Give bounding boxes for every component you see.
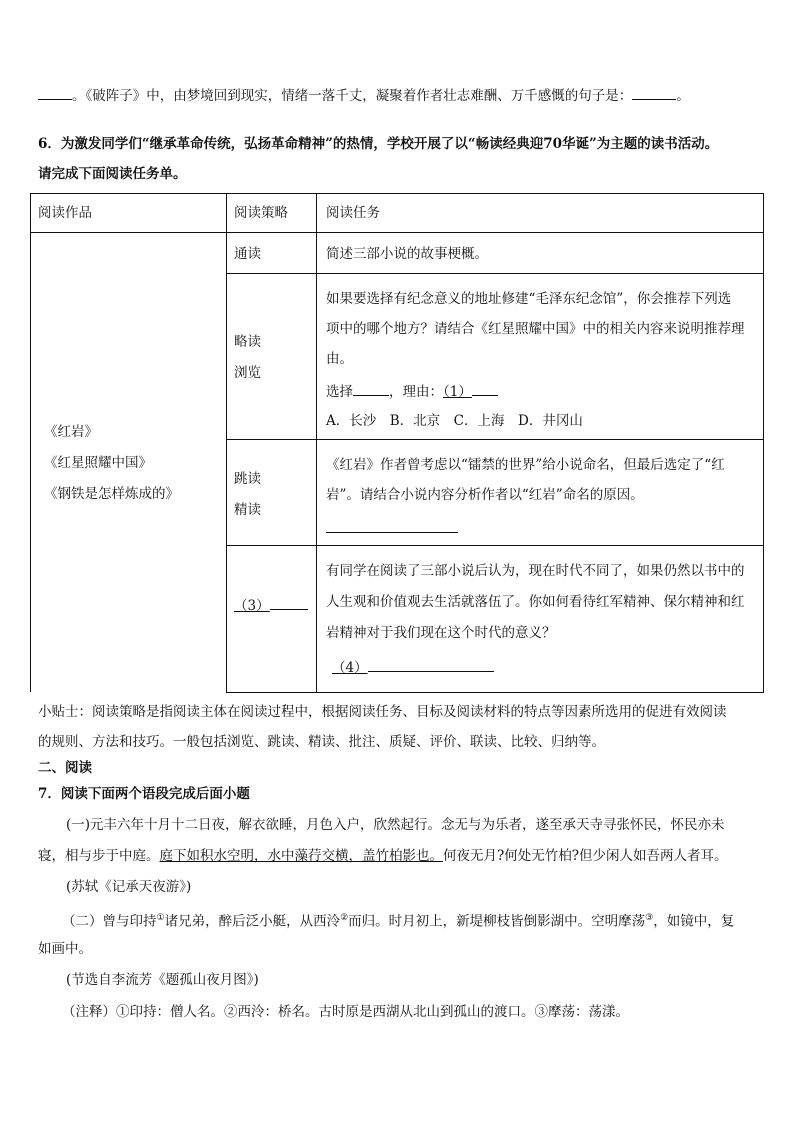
task-text: 简述三部小说的故事梗概。 xyxy=(326,246,488,262)
strategy-blank xyxy=(270,594,308,610)
task-text: 《红岩》作者曾考虑以“镭禁的世界”给小说命名，但最后选定了“红 xyxy=(326,457,725,473)
choice-label: 选择 xyxy=(326,384,353,400)
answer-marker: （4） xyxy=(332,660,368,676)
passage2-line1 xyxy=(62,908,764,932)
passage2-source: (节选自李流芳《题孤山夜月图》) xyxy=(66,972,259,988)
strategy-marker: （3） xyxy=(234,598,270,614)
header-works: 阅读作品 xyxy=(38,205,92,221)
work-title: 《红星照耀中国》 xyxy=(44,455,152,471)
task-text: 有同学在阅读了三部小说后认为，现在时代不同了，如果仍然以书中的 xyxy=(326,563,745,579)
tip-line1: 小贴士：阅读策略是指阅读主体在阅读过程中，根据阅读任务、目标及阅读材料的特点等因素所选用的促进有效阅读 xyxy=(38,704,727,720)
passage-text: 何夜无月?何处无竹柏?但少闲人如吾两人者耳。 xyxy=(443,848,728,864)
strategy-label: 精读 xyxy=(234,502,261,518)
top-line xyxy=(38,84,764,106)
header-strategy: 阅读策略 xyxy=(234,205,288,221)
options-line: A．长沙 B．北京 C．上海 D．井冈山 xyxy=(326,413,583,429)
task-text: 岩”。请结合小说内容分析作者以“红岩”命名的原因。 xyxy=(326,487,644,503)
underlined-sentence: 庭下如积水空明，水中藻荇交横，盖竹柏影也。 xyxy=(159,848,443,864)
reason-label: ，理由： xyxy=(389,384,443,400)
answer-line xyxy=(332,656,494,678)
passage1-source: (苏轼《记承天夜游》) xyxy=(66,879,192,895)
answer-blank xyxy=(38,84,72,100)
reason-marker: （1） xyxy=(443,384,472,400)
notes: （注释）①印持：僧人名。②西泠：桥名。古时原是西湖从北山到孤山的渡口。③摩荡：荡漾。 xyxy=(62,1004,629,1020)
strategy-blank-cell xyxy=(234,594,308,616)
strategy-label: 通读 xyxy=(234,246,261,262)
reason-blank xyxy=(472,380,498,396)
strategy-label: 略读 xyxy=(234,334,261,350)
passage-text: 诸兄弟，醉后泛小艇，从西泠 xyxy=(164,913,341,930)
strategy-label: 浏览 xyxy=(234,365,261,381)
passage-text: ，如镜中，复 xyxy=(653,913,735,930)
task-text: 人生观和价值观去生活就落伍了。你如何看待红军精神、保尔精神和红 xyxy=(326,594,745,610)
passage-text: 而归。时月初上，新堤柳枝皆倒影湖中。空明摩荡 xyxy=(348,913,646,930)
answer-blank xyxy=(326,532,458,533)
reading-task-table xyxy=(30,193,764,693)
tip-line2: 的规则、方法和技巧。一般包括浏览、跳读、精读、批注、质疑、评价、联读、比较、归纳等。 xyxy=(38,734,605,750)
answer-blank xyxy=(632,84,676,100)
q6-line1: 6．为激发同学们“继承革命传统，弘扬革命精神”的热情，学校开展了以“畅读经典迎70华诞”为主题的读书活动。 xyxy=(38,136,719,152)
top-line-end: 。 xyxy=(676,88,690,104)
header-task: 阅读任务 xyxy=(326,205,380,221)
passage1-line2 xyxy=(38,846,764,866)
strategy-label: 跳读 xyxy=(234,471,261,487)
work-title: 《钢铁是怎样炼成的》 xyxy=(44,486,179,502)
choice-line xyxy=(326,380,498,402)
task-text: 项中的哪个地方？请结合《红星照耀中国》中的相关内容来说明推荐理 xyxy=(326,321,745,337)
answer-blank xyxy=(368,656,494,672)
footnote-marker: ③ xyxy=(645,913,654,923)
task-text: 岩精神对于我们现在这个时代的意义？ xyxy=(326,625,556,641)
section-heading: 二、阅读 xyxy=(38,760,92,776)
task-text: 如果要选择有纪念意义的地址修建“毛泽东纪念馆”，你会推荐下列选 xyxy=(326,291,732,307)
work-title: 《红岩》 xyxy=(44,424,98,440)
q7-title: 7．阅读下面两个语段完成后面小题 xyxy=(38,786,250,802)
passage1-line1: (一)元丰六年十月十二日夜，解衣欲睡，月色入户，欣然起行。念无与为乐者，遂至承天寺寻张怀民，怀民亦未 xyxy=(66,817,725,833)
q6-line2: 请完成下面阅读任务单。 xyxy=(38,166,187,182)
footnote-marker: ② xyxy=(340,913,349,923)
passage-text: 寝，相与步于中庭。 xyxy=(38,848,160,864)
top-line-text: 。《破阵子》中，由梦境回到现实，情绪一落千丈，凝聚着作者壮志难酬、万千感慨的句子是： xyxy=(72,88,633,104)
task-text: 由。 xyxy=(326,351,353,367)
passage2-line2: 如画中。 xyxy=(38,941,92,957)
footnote-marker: ① xyxy=(156,913,165,923)
choice-blank xyxy=(353,380,389,396)
passage-text: （二）曾与印持 xyxy=(62,913,157,930)
